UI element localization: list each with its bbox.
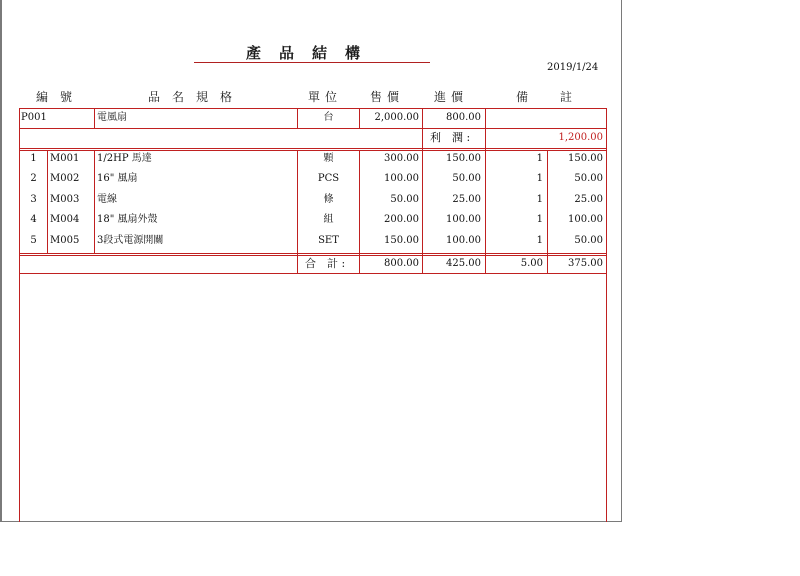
component-cost-price: 100.00 (446, 214, 481, 225)
header-code: 編號 (36, 90, 85, 104)
component-sale-price: 300.00 (384, 153, 419, 164)
header-unit: 單位 (308, 90, 343, 104)
component-code: M003 (50, 194, 80, 205)
component-sale-price: 50.00 (390, 194, 419, 205)
header-name: 品名規格 (148, 90, 245, 104)
rule-line (19, 253, 607, 254)
header-cost-price: 進價 (434, 90, 469, 104)
report-date: 2019/1/24 (547, 62, 599, 73)
row-number: 5 (30, 235, 37, 246)
totals-sale-price: 800.00 (384, 258, 419, 269)
row-number: 2 (30, 173, 37, 184)
component-name: 18" 風扇外殼 (97, 214, 158, 225)
component-sale-price: 150.00 (384, 235, 419, 246)
rule-line (422, 108, 423, 273)
rule-line (19, 150, 607, 151)
page-title: 產品結構 (245, 44, 378, 62)
component-code: M004 (50, 214, 80, 225)
component-cost-price: 50.00 (452, 173, 481, 184)
profit-value: 1,200.00 (558, 132, 603, 143)
product-unit: 台 (323, 112, 334, 123)
product-name: 電風扇 (97, 112, 127, 123)
component-name: 1/2HP 馬達 (97, 153, 152, 164)
component-code: M005 (50, 235, 80, 246)
product-cost-price: 800.00 (446, 112, 481, 123)
component-unit: PCS (317, 173, 340, 184)
component-name: 16" 風扇 (97, 173, 138, 184)
component-quantity: 1 (536, 194, 543, 205)
rule-line (19, 148, 607, 149)
component-sale-price: 100.00 (384, 173, 419, 184)
rule-line (19, 108, 607, 109)
component-code: M002 (50, 173, 80, 184)
header-sale-price: 售價 (370, 90, 405, 104)
rule-line (19, 273, 607, 274)
rule-line (485, 108, 486, 273)
component-quantity: 1 (536, 173, 543, 184)
component-quantity: 1 (536, 235, 543, 246)
rule-line (47, 150, 48, 254)
component-quantity: 1 (536, 153, 543, 164)
component-cost-price: 150.00 (446, 153, 481, 164)
rule-line (547, 150, 548, 273)
component-code: M001 (50, 153, 80, 164)
rule-line (297, 150, 298, 273)
product-sale-price: 2,000.00 (374, 112, 419, 123)
rule-line (94, 108, 95, 128)
rule-line (359, 150, 360, 273)
profit-label: 利 潤 : (430, 131, 471, 144)
rule-line (606, 108, 607, 522)
component-sale-price: 200.00 (384, 214, 419, 225)
product-code: P001 (21, 112, 47, 123)
component-cost-price: 25.00 (452, 194, 481, 205)
component-name: 電線 (97, 194, 117, 205)
component-amount: 50.00 (574, 173, 603, 184)
row-number: 4 (30, 214, 37, 225)
component-unit: 條 (323, 194, 334, 205)
component-unit: SET (318, 235, 339, 246)
component-amount: 100.00 (568, 214, 603, 225)
title-underline (194, 62, 430, 63)
rule-line (19, 108, 20, 522)
totals-cost-price: 425.00 (446, 258, 481, 269)
component-unit: 顆 (323, 153, 334, 164)
component-amount: 25.00 (574, 194, 603, 205)
header-remarks: 備 註 (516, 90, 583, 104)
component-cost-price: 100.00 (446, 235, 481, 246)
totals-label: 合 計 : (305, 257, 346, 270)
rule-line (19, 255, 607, 256)
row-number: 3 (30, 194, 37, 205)
component-name: 3段式電源開關 (97, 235, 164, 246)
component-unit: 組 (323, 214, 334, 225)
totals-quantity: 5.00 (520, 258, 543, 269)
component-quantity: 1 (536, 214, 543, 225)
component-amount: 50.00 (574, 235, 603, 246)
totals-amount: 375.00 (568, 258, 603, 269)
rule-line (19, 128, 607, 129)
component-amount: 150.00 (568, 153, 603, 164)
row-number: 1 (30, 153, 37, 164)
rule-line (94, 150, 95, 254)
